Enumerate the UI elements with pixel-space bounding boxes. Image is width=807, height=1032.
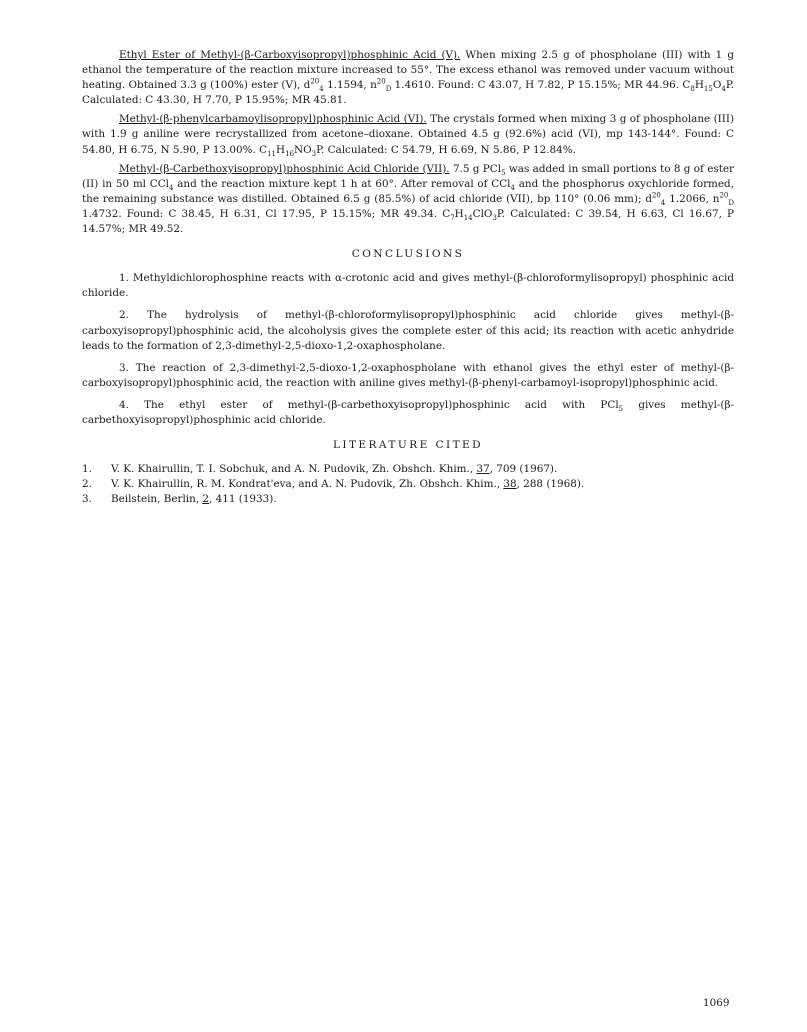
reference-number: 2.: [82, 478, 92, 491]
experimental-paragraph-ester-v: Ethyl Ester of Methyl-(β-Carboxyisopropyl)phosphinic Acid (V). When mixing 2.5 g of phospholane (III) with 1 g ethanol the temperature of the reaction mixture increased to 55°. The excess ethanol was removed under vacuum without heating. Obtained 3.3 g (100%) ester (V), $d^{20}_4$ 1.1594, $n^{20}_D$ 1.4610. Found: C 43.07, H 7.82, P 15.15%; MR 44.96. $C_8H_{15}O_4P$. Calculated: C 43.30, H 7.70, P 15.95%; MR 45.81.: [82, 49, 734, 107]
reference-item-3: [82, 492, 734, 507]
conclusion-item-1: 1. Methyldichlorophosphine reacts with α-crotonic acid and gives methyl-(β-chloroformylisopropyl) phosphinic acid chloride.: [82, 272, 734, 300]
conclusions-heading: CONCLUSIONS: [351, 248, 465, 261]
experimental-paragraph-acid-vi: Methyl-(β-phenylcarbamoylisopropyl)phosphinic Acid (VI). The crystals formed when mixing 3 g of phospholane (III) with 1.9 g aniline were recrystallized from acetone–dioxane. Obtained 4.5 g (92.6%) acid (VI), mp 143-144°. Found: C 54.80, H 6.75, N 5.90, P 13.00%. $C_{11}H_{16}NO_3P$. Calculated: C 54.79, H 6.69, N 5.86, P 12.84%.: [82, 113, 735, 158]
compound-heading-chloride-vii: Methyl-(β-Carbethoxyisopropyl)phosphinic Acid Chloride (VII).: [119, 162, 450, 175]
conclusions-list: [82, 271, 734, 428]
reference-list: [82, 462, 734, 507]
page-number: 1069: [703, 997, 730, 1009]
compound-heading-ester-v: Ethyl Ester of Methyl-(β-Carboxyisopropyl)phosphinic Acid (V).: [119, 49, 461, 61]
reference-item-2: [82, 477, 734, 492]
page-body: [82, 48, 734, 507]
compound-heading-acid-vi: Methyl-(β-phenylcarbamoylisopropyl)phosphinic Acid (VI).: [119, 113, 427, 126]
conclusion-item-3: 3. The reaction of 2,3-dimethyl-2,5-dioxo-1,2-oxaphospholane with ethanol gives the ethyl ester of methyl-(β-carboxyisopropyl)phosphinic acid, the reaction with aniline gives methyl-(β-phenyl-carbamoyl-isopropyl)phosphinic acid.: [82, 361, 734, 389]
reference-text: V. K. Khairullin, R. M. Kondrat'eva, and A. N. Pudovik, Zh. Obshch. Khim., 38, 288 (1968).: [111, 478, 585, 491]
reference-text: V. K. Khairullin, T. I. Sobchuk, and A. N. Pudovik, Zh. Obshch. Khim., 37, 709 (1967).: [111, 463, 558, 476]
reference-text: Beilstein, Berlin, 2, 411 (1933).: [111, 493, 277, 506]
reference-number: 3.: [82, 493, 92, 506]
conclusion-item-4: 4. The ethyl ester of methyl-(β-carbethoxyisopropyl)phosphinic acid with PCl$_5$ gives methyl-(β-carbethoxyisopropyl)phosphinic acid chloride.: [82, 398, 734, 426]
literature-heading: LITERATURE CITED: [332, 439, 484, 452]
experimental-paragraph-chloride-vii: Methyl-(β-Carbethoxyisopropyl)phosphinic Acid Chloride (VII). 7.5 g PCl$_5$ was added in small portions to 8 g of ester (II) in 50 ml CCl$_4$ and the reaction mixture kept 1 h at 60°. After removal of CCl$_4$ and the phosphorus oxychloride formed, the remaining substance was distilled. Obtained 6.5 g (85.5%) of acid chloride (VII), bp 110° (0.06 mm); $d^{20}_4$ 1.2066, $n^{20}_D$ 1.4732. Found: C 38.45, H 6.31, Cl 17.95, P 15.15%; MR 49.34. $C_7H_{14}ClO_3P$. Calculated: C 39.54, H 6.63, Cl 16.67, P 14.57%; MR 49.52.: [82, 162, 735, 236]
conclusion-item-2: 2. The hydrolysis of methyl-(β-chloroformylisopropyl)phosphinic acid chloride gives methyl-(β-carboxyisopropyl)phosphinic acid, the alcoholysis gives the complete ester of this acid; its reaction with acetic anhydride leads to the formation of 2,3-dimethyl-2,5-dioxo-1,2-oxaphospholane.: [82, 309, 734, 352]
reference-item-1: [82, 462, 734, 477]
reference-number: 1.: [82, 463, 92, 476]
